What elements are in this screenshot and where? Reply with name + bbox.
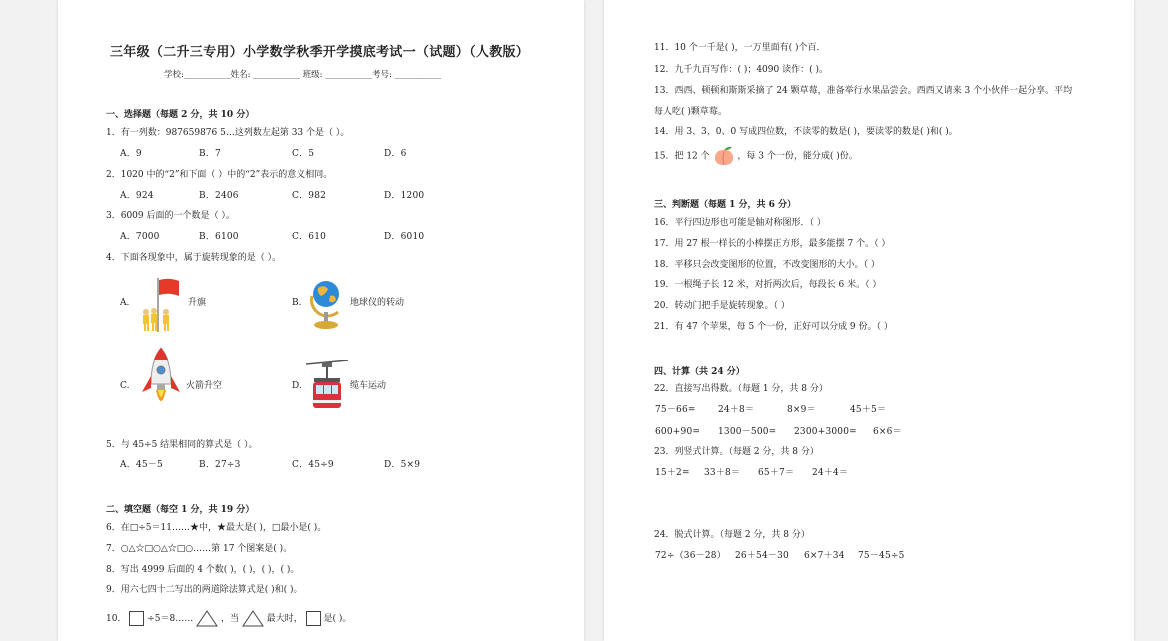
exam-page-left xyxy=(58,0,584,641)
calc-item: 75－66= xyxy=(655,405,696,415)
triangle-icon xyxy=(242,610,264,627)
question-3: 3．6009 后面的一个数是（ ）。 xyxy=(106,211,235,221)
rocket-picture xyxy=(138,346,184,416)
q10-answer: 是( )。 xyxy=(323,614,352,624)
q2-option-d: D．1200 xyxy=(384,191,425,201)
question-13-line1: 13．西西、顿顿和斯斯采摘了 24 颗草莓，准备举行水果品尝会。西西又请来 3 个小伙伴一起分享。平均 xyxy=(654,86,1073,96)
q4-option-d-label: 缆车运动 xyxy=(350,381,387,391)
section-fill-heading: 二、填空题（每空 1 分，共 19 分） xyxy=(106,505,255,515)
question-21: 21．有 47 个苹果，每 5 个一份，正好可以分成 9 份。（ ） xyxy=(654,322,893,332)
globe-picture xyxy=(306,274,350,332)
calc-item: 600+90= xyxy=(655,427,701,437)
question-18: 18．平移只会改变图形的位置，不改变图形的大小。（ ） xyxy=(654,260,880,270)
triangle-icon xyxy=(196,610,218,627)
q10-when: ，当 xyxy=(220,614,239,624)
question-11: 11．10 个一千是( )，一万里面有( )个百． xyxy=(654,43,826,53)
question-20: 20．转动门把手是旋转现象。（ ） xyxy=(654,301,790,311)
calc-item: 6×7＋34 xyxy=(804,551,845,561)
cable-car-picture xyxy=(306,360,348,414)
q1-option-c: C．5 xyxy=(292,149,315,159)
q5-option-c: C．45÷9 xyxy=(292,460,334,470)
exam-title: 三年级（二升三专用）小学数学秋季开学摸底考试一（试题）（人教版） xyxy=(110,45,530,60)
q2-option-b: B．2406 xyxy=(199,191,239,201)
section-choice-heading: 一、选择题（每题 2 分，共 10 分） xyxy=(106,110,255,120)
peach-icon xyxy=(713,146,735,166)
q15-suffix: ，每 3 个一份，能分成( )份。 xyxy=(737,151,858,162)
calc-item: 65＋7＝ xyxy=(758,468,795,478)
square-box-icon xyxy=(129,611,144,626)
q4-option-a-label: 升旗 xyxy=(188,298,207,308)
q4-option-c-letter: C. xyxy=(120,381,130,391)
q4-option-b-label: 地球仪的转动 xyxy=(350,298,405,308)
question-16: 16．平行四边形也可能是轴对称图形．（ ） xyxy=(654,218,826,228)
calc-item: 72÷（36－28） xyxy=(655,551,726,561)
section-calc-heading: 四、计算（共 24 分） xyxy=(654,367,745,377)
q10-number: 10． xyxy=(106,614,127,624)
q3-option-c: C．610 xyxy=(292,232,327,242)
q1-option-d: D．6 xyxy=(384,149,407,159)
calc-item: 24＋4＝ xyxy=(812,468,849,478)
calc-item: 15＋2= xyxy=(655,468,690,478)
q5-option-a: A．45－5 xyxy=(120,460,163,470)
question-10 xyxy=(106,610,351,627)
calc-item: 26＋54－30 xyxy=(735,551,789,561)
q5-option-d: D．5×9 xyxy=(384,460,421,470)
q1-option-a: A．9 xyxy=(120,149,142,159)
calc-item: 24＋8＝ xyxy=(718,405,755,415)
question-24: 24．脱式计算。（每题 2 分，共 8 分） xyxy=(654,530,810,540)
q3-option-a: A．7000 xyxy=(120,232,160,242)
question-6: 6．在□÷5＝11……★中，★最大是( )，□最小是( )。 xyxy=(106,523,327,533)
question-13-line2: 每人吃( )颗草莓。 xyxy=(654,107,727,117)
calc-item: 33＋8＝ xyxy=(704,468,741,478)
question-8: 8．写出 4999 后面的 4 个数( )，( )，( )，( )。 xyxy=(106,565,300,575)
question-5: 5．与 45÷5 结果相同的算式是（ ）。 xyxy=(106,440,258,450)
calc-item: 1300－500= xyxy=(718,427,777,437)
question-1: 1．有一列数：987659876 5…这列数左起第 33 个是（ ）。 xyxy=(106,128,350,138)
question-4: 4．下面各现象中，属于旋转现象的是（ ）。 xyxy=(106,253,282,263)
question-15 xyxy=(654,146,858,167)
q4-option-c-label: 火箭升空 xyxy=(186,381,223,391)
question-2: 2．1020 中的“2”和下面（ ）中的“2”表示的意义相同。 xyxy=(106,170,333,180)
q3-option-d: D．6010 xyxy=(384,232,425,242)
question-17: 17．用 27 根一样长的小棒摆正方形，最多能摆 7 个。（ ） xyxy=(654,239,891,249)
student-info-line: 学校:___________姓名: ___________ 班级: ___________考号: ___________ xyxy=(164,70,442,80)
q4-option-d-letter: D. xyxy=(292,381,302,391)
calc-item: 2300+3000= xyxy=(794,427,857,437)
question-23: 23．列竖式计算。（每题 2 分，共 8 分） xyxy=(654,447,819,457)
q2-option-a: A．924 xyxy=(120,191,154,201)
viewer-scrollbar[interactable] xyxy=(1158,0,1168,641)
question-22: 22．直接写出得数。（每题 1 分，共 8 分） xyxy=(654,384,828,394)
question-9: 9．用六七四十二写出的两道除法算式是( )和( )。 xyxy=(106,585,303,595)
exam-page-right xyxy=(604,0,1134,641)
question-14: 14．用 3、3、0、0 写成四位数，不读零的数是( )，要读零的数是( )和( )。 xyxy=(654,127,958,137)
question-12: 12．九千九百写作：( )；4090 读作：( )。 xyxy=(654,65,828,75)
q15-prefix: 15．把 12 个 xyxy=(654,151,710,162)
question-19: 19．一根绳子长 12 米，对折两次后，每段长 6 米。（ ） xyxy=(654,280,882,290)
question-7: 7．○△☆□○△☆□○……第 17 个图案是( )。 xyxy=(106,544,293,554)
calc-item: 75－45÷5 xyxy=(858,551,905,561)
section-judge-heading: 三、判断题（每题 1 分，共 6 分） xyxy=(654,200,797,210)
q4-option-a-letter: A. xyxy=(120,298,130,308)
calc-item: 6×6＝ xyxy=(873,427,902,437)
q5-option-b: B．27÷3 xyxy=(199,460,241,470)
q4-option-b-letter: B. xyxy=(292,298,302,308)
calc-item: 8×9＝ xyxy=(787,405,816,415)
flag-raising-picture xyxy=(136,276,188,334)
q1-option-b: B．7 xyxy=(199,149,221,159)
q3-option-b: B．6100 xyxy=(199,232,239,242)
q2-option-c: C．982 xyxy=(292,191,327,201)
q10-expression: ÷5＝8…… xyxy=(147,614,194,624)
calc-item: 45＋5＝ xyxy=(850,405,887,415)
q10-max: 最大时， xyxy=(266,614,303,624)
square-box-icon xyxy=(306,611,321,626)
